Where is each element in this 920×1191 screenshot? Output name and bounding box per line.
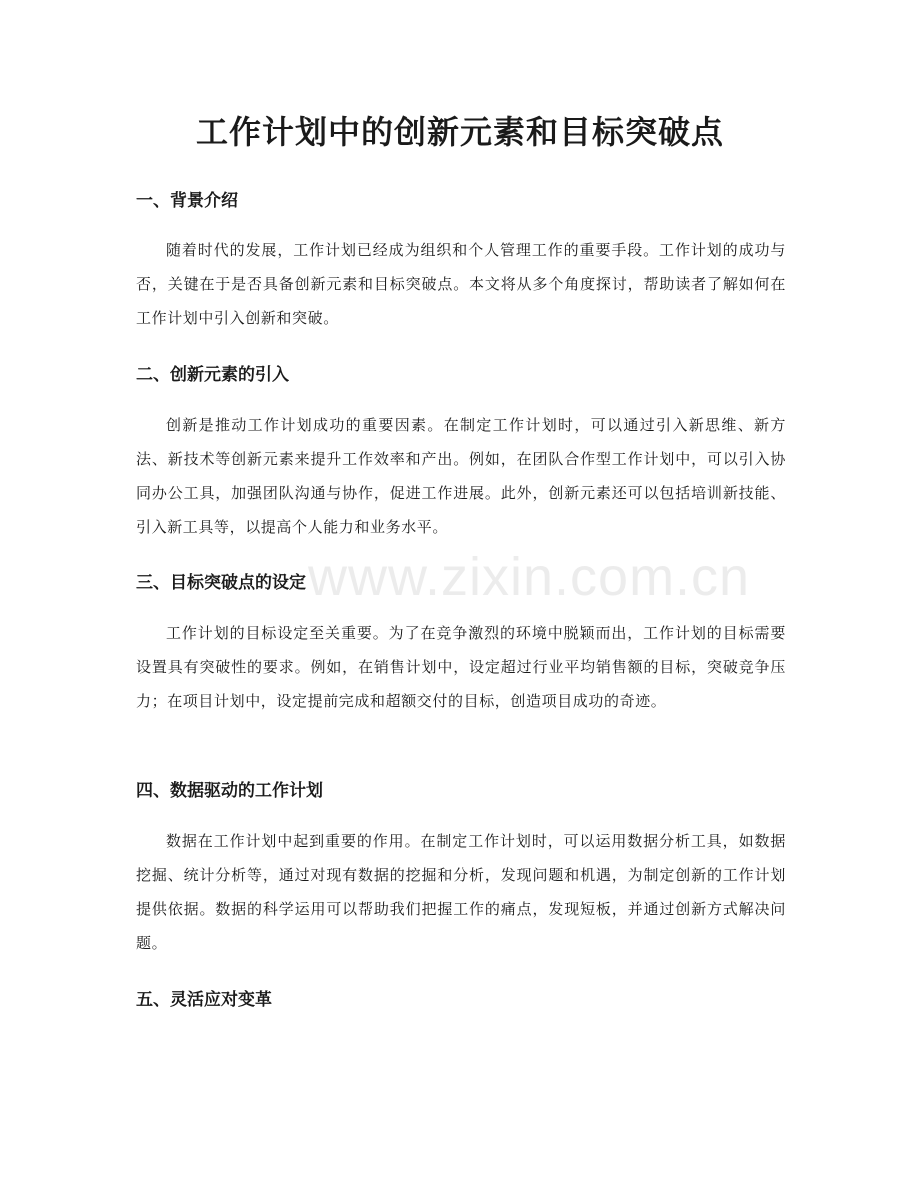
watermark-text: www.zixin.com.cn	[308, 547, 751, 607]
section-heading-change: 五、灵活应对变革	[136, 990, 272, 1010]
section-body-innovation: 创新是推动工作计划成功的重要因素。在制定工作计划时，可以通过引入新思维、新方法、新技术等创新元素来提升工作效率和产出。例如，在团队合作型工作计划中，可以引入协同办公工具，加强团队沟通与协作，促进工作进展。此外，创新元素还可以包括培训新技能、引入新工具等，以提高个人能力和业务水平。	[136, 416, 786, 536]
section-body-background: 随着时代的发展，工作计划已经成为组织和个人管理工作的重要手段。工作计划的成功与否，关键在于是否具备创新元素和目标突破点。本文将从多个角度探讨，帮助读者了解如何在工作计划中引入创新和突破。	[136, 241, 786, 327]
section-body-data-driven: 数据在工作计划中起到重要的作用。在制定工作计划时，可以运用数据分析工具，如数据挖掘、统计分析等，通过对现有数据的挖掘和分析，发现问题和机遇，为制定创新的工作计划提供依据。数据的科学运用可以帮助我们把握工作的痛点，发现短板，并通过创新方式解决问题。	[136, 832, 786, 952]
section-body-goals: 工作计划的目标设定至关重要。为了在竞争激烈的环境中脱颖而出，工作计划的目标需要设置具有突破性的要求。例如，在销售计划中，设定超过行业平均销售额的目标，突破竞争压力；在项目计划中，设定提前完成和超额交付的目标，创造项目成功的奇迹。	[136, 624, 786, 710]
document-title: 工作计划中的创新元素和目标突破点	[195, 113, 724, 151]
section-heading-data-driven: 四、数据驱动的工作计划	[136, 781, 323, 801]
section-heading-background: 一、背景介绍	[136, 191, 238, 211]
section-heading-goals: 三、目标突破点的设定	[136, 573, 306, 593]
section-heading-innovation: 二、创新元素的引入	[136, 365, 289, 385]
